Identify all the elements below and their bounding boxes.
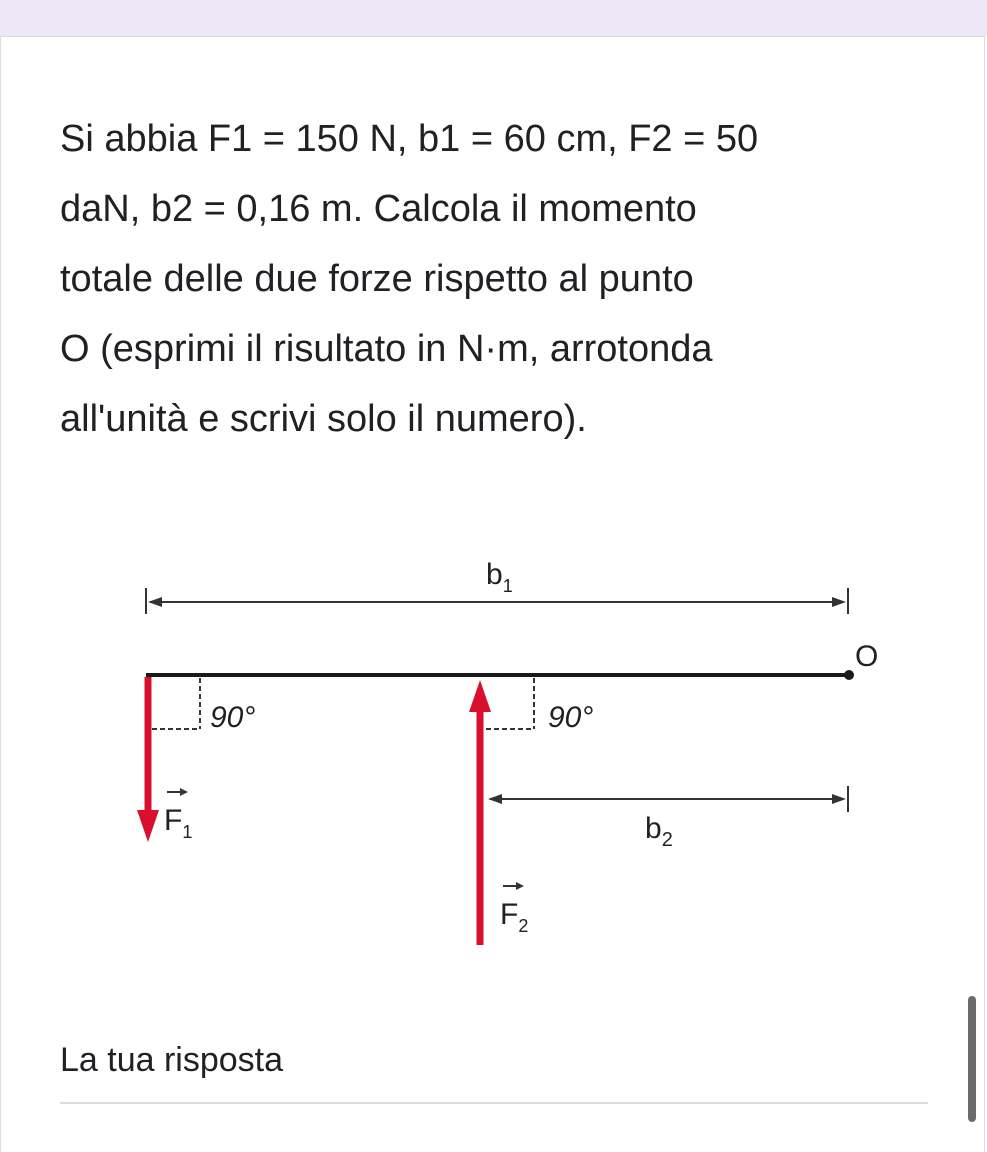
f2-subscript: 2: [518, 916, 529, 936]
force-f2: [469, 678, 593, 945]
question-line: Si abbia F1 = 150 N, b1 = 60 cm, F2 = 50: [60, 118, 759, 160]
question-line: all'unità e scrivi solo il numero).: [60, 398, 587, 440]
angle1-label: 90°: [210, 701, 256, 734]
b1-label: b: [486, 558, 503, 591]
question-line: totale delle due forze rispetto al punto: [60, 258, 694, 300]
f1-subscript: 1: [182, 822, 193, 842]
svg-text:b2: [645, 812, 673, 851]
b2-subscript: 2: [661, 829, 673, 851]
svg-text:b1: [486, 558, 513, 596]
force-f1: [137, 677, 255, 842]
pivot-point: [844, 670, 854, 680]
answer-label: La tua risposta: [60, 1041, 284, 1079]
question-line: daN, b2 = 0,16 m. Calcola il momento: [60, 188, 697, 230]
f2-label: F: [500, 898, 519, 931]
b1-subscript: 1: [502, 576, 513, 596]
b2-label: b: [645, 812, 662, 845]
b2-dimension: [488, 786, 848, 851]
top-band: [0, 0, 987, 36]
svg-text:F1: [164, 804, 192, 842]
lever-diagram: [0, 540, 987, 970]
f1-label: F: [164, 804, 183, 837]
question-line: O (esprimi il risultato in N·m, arrotonda: [60, 328, 713, 370]
answer-input[interactable]: [60, 1088, 928, 1104]
angle2-label: 90°: [548, 701, 594, 734]
b1-dimension: [146, 558, 848, 614]
scrollbar-thumb[interactable]: [968, 996, 976, 1122]
point-o-label: O: [855, 640, 879, 673]
question-text: [60, 104, 880, 454]
svg-text:F2: [500, 898, 528, 936]
